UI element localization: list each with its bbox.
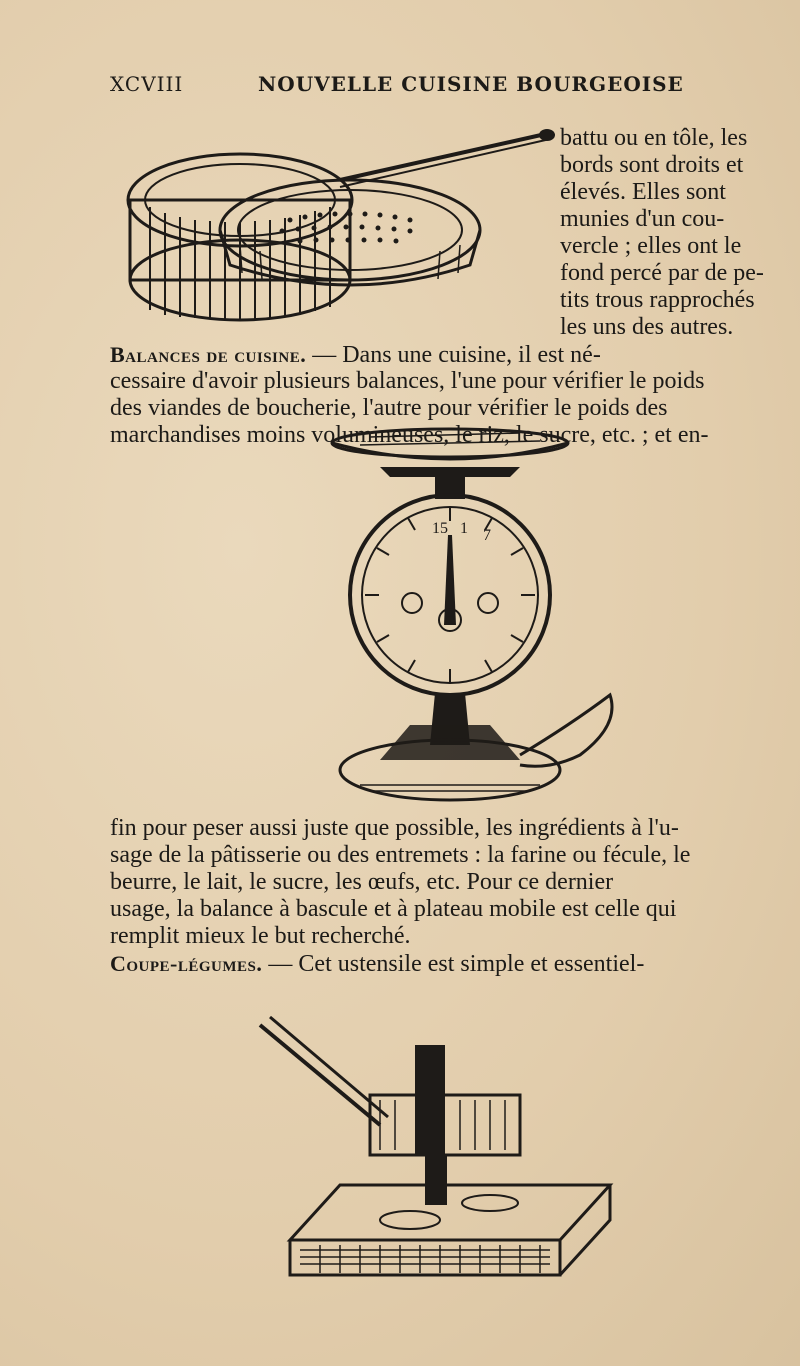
- text-line: usage, la balance à bascule et à plateau mobile est celle qui: [110, 896, 677, 922]
- text-line: munies d'un cou-: [560, 206, 725, 232]
- text-line: tits trous rapprochés: [560, 287, 755, 313]
- running-head: NOUVELLE CUISINE BOURGEOISE: [258, 72, 684, 96]
- text-line: élevés. Elles sont: [560, 179, 726, 205]
- text-line: fond percé par de pe-: [560, 260, 764, 286]
- kitchen-scale-illustration: [320, 425, 630, 815]
- text-line: cessaire d'avoir plusieurs balances, l'une pour vérifier le poids: [110, 368, 705, 394]
- text-line: fin pour peser aussi juste que possible, les ingrédients à l'u-: [110, 815, 679, 841]
- section-heading: Coupe-légumes.: [110, 951, 263, 976]
- text-line: remplit mieux le but recherché.: [110, 923, 411, 949]
- page-header: [100, 72, 780, 102]
- text-line: les uns des autres.: [560, 314, 734, 340]
- dash: —: [262, 951, 299, 977]
- sieve-illustration: [110, 125, 560, 325]
- text-line: [110, 950, 644, 978]
- text-line: beurre, le lait, le sucre, les œufs, etc. Pour ce dernier: [110, 869, 614, 895]
- text-span: Dans une cuisine, il est né-: [342, 342, 601, 368]
- text-line: sage de la pâtisserie ou des entremets : la farine ou fécule, le: [110, 842, 691, 868]
- text-line: des viandes de boucherie, l'autre pour vérifier le poids des: [110, 395, 668, 421]
- text-line: bords sont droits et: [560, 152, 744, 178]
- text-line: battu ou en tôle, les: [560, 125, 748, 151]
- text-line: [110, 341, 601, 369]
- dash: —: [306, 342, 343, 368]
- page-number: XCVIII: [110, 72, 184, 96]
- dial-label: 1: [460, 520, 468, 537]
- vegetable-cutter-illustration: [230, 1005, 630, 1290]
- text-span: Cet ustensile est simple et essentiel-: [298, 951, 645, 977]
- text-line: vercle ; elles ont le: [560, 233, 742, 259]
- dial-label: 7: [483, 527, 491, 544]
- dial-label: 15: [432, 520, 448, 537]
- text-line: marchandises moins volumineuses, le riz, le sucre, etc. ; et en-: [110, 422, 709, 448]
- section-heading: Balances de cuisine.: [110, 342, 307, 367]
